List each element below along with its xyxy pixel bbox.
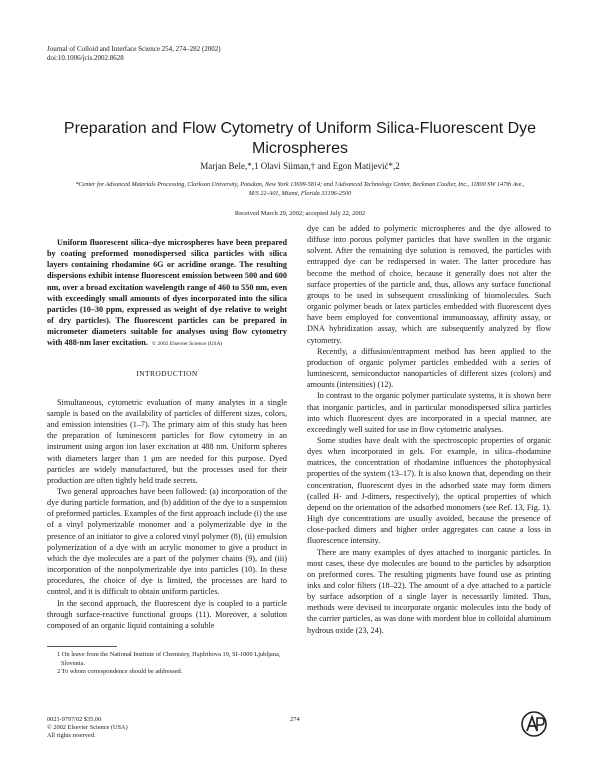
paragraph: There are many examples of dyes attached to inorganic particles. In most cases, these dye molecules are bound to the particles by adsorption on preformed cores. The resulting pigments have found use as printing inks and color filters (18–22). The amount of a dye attached to a particle by surface adsorption of a single layer is necessarily limited. Thus, methods were devised to incorporate organic molecules into the body of the carrier particles, as was done with mordent blue in colloidal aluminum hydrous oxide (23, 24).: [307, 547, 551, 635]
ap-publisher-logo-icon: [520, 709, 548, 739]
publisher-line: © 2002 Elsevier Science (USA): [47, 723, 128, 731]
section-heading: INTRODUCTION: [136, 368, 198, 378]
journal-line: Journal of Colloid and Interface Science 254, 274–282 (2002): [47, 45, 221, 53]
left-column: [47, 237, 287, 631]
paragraph: Recently, a diffusion/entrapment method has been applied to the production of organic polymer particles embedded with a series of luminescent, semiconductor nanoparticles of different sizes (colors) and amounts (intensities) (12).: [307, 346, 551, 390]
received-dates: Received March 29, 2002; accepted July 22, 2002: [234, 210, 366, 217]
doi: doi:10.1006/jcis.2002.8628: [47, 54, 124, 62]
paragraph: In the second approach, the fluorescent dye is coupled to a particle through surface-reactive functional groups (11). Moreover, a solution composed of an organic liquid containing a soluble: [47, 598, 287, 630]
publisher-line: 0021-9797/02 $35.00: [47, 716, 102, 723]
paragraph: Simultaneous, cytometric evaluation of many analytes in a single sample is based on the availability of particles of different sizes, colors, and emission intensities (1–7). The primary aim of this study has been the preparation of luminescent particles for flow cytometry in an instrument using argon ion laser excitation at 488 nm. Uniform spheres with diameters larger than 1 μm are needed for this purpose. Dyed particles are widely manufactured, but the processes used for their production are often tightly held trade secrets.: [47, 397, 287, 485]
journal-header: [47, 45, 221, 63]
footnotes: [47, 651, 287, 677]
publisher-line: All rights reserved.: [47, 731, 96, 739]
right-column: [307, 223, 551, 636]
footnote: 1 On leave from the National Institute of Chemistry, Hajdrihova 19, SI-1000 Ljubljana, Slovenia.: [57, 651, 281, 667]
abstract-text: Uniform fluorescent silica–dye microspheres have been prepared by coating preformed monodispersed silica particles with silica layers containing rhodamine 6G or acridine orange. The resulting dispersions exhibit intense fluorescent emission between 500 and 600 nm, over a broad excitation wavelength range of 460 to 550 nm, even with exceedingly small amounts of dyes incorporated into the silica particles (10–30 ppm, expressed as weight of dye relative to weight of dry particles). The fluorescent particles can be prepared in micrometer diameters suitable for analyses using flow cytometry with 488-nm laser excitation.: [47, 238, 287, 348]
abstract-copyright: © 2002 Elsevier Science (USA): [151, 341, 223, 348]
abstract: [47, 237, 287, 351]
article-title: Preparation and Flow Cytometry of Uniform Silica-Fluorescent Dye Microspheres: [63, 120, 537, 157]
footnote-rule: [47, 646, 117, 647]
paragraph: Two general approaches have been followed: (a) incorporation of the dye during particle formation, and (b) addition of the dye to a suspension of preformed particles. Examples of the first approach include (i) the use of a vinyl polymerizable monomer and a polymerizable dye in the presence of an initiator to give a colored vinyl polymer (8), (ii) emulsion polymerization of a dye with an acrylic monomer to give a product in which the dye molecules are a part of the polymer chains (9), and (iii) incorporation of the nonpolymerizable dye into particles (10). In these procedures, the choice of dye is limited, the processes are hard to control, and it is difficult to obtain uniform particles.: [47, 486, 287, 597]
paragraph: Some studies have dealt with the spectroscopic properties of organic dyes when incorporated in gels. For example, in silica–rhodamine matrices, the concentration of rhodamine influences the photophysical properties of the system (13–17). It is also known that, depending on their concentration, fluorescent dyes in the adsorbed state may form dimers (called H- and J-dimers, respectively), the optical properties of which depend on the orientation of the adsorbed monomers (see Ref. 13, Fig. 1). High dye concentrations are usually avoided, because the presence of close-packed dimers and higher order aggregates can cause a loss in fluorescence intensity.: [307, 435, 551, 546]
footnote: 2 To whom correspondence should be addressed.: [57, 668, 183, 675]
affiliation: *Center for Advanced Materials Processing, Clarkson University, Potsdam, New York 13699-5814; and †Advanced Technology Center, Beckman Coulter, Inc., 11800 SW 147th Ave., M/S 22-A01, Miami, Florida 33196-2500: [75, 181, 525, 197]
page-number: 274: [290, 716, 300, 723]
authors: Marjan Bele,*,1 Olavi Siiman,† and Egon Matijević*,2: [200, 161, 400, 171]
publisher-info: [47, 716, 128, 739]
paragraph: dye can be added to polymeric microspheres and the dye allowed to diffuse into porous polymer particles that have swollen in the organic solvent. After the remaining dye solution is removed, the particles with entrapped dye can be redispersed in water. The latter procedure has become the method of choice, because it generally does not alter the surface properties of the particle and, thus, allows any surface functional groups to be used in subsequent crosslinking of biomolecules. Such organic polymer beads or latex particles embedded with fluorescent dyes have been employed for conventional immunoassay, affinity assay, or DNA hybridization assay, which are subsequently analyzed by flow cytometry.: [307, 224, 551, 345]
paragraph: In contrast to the organic polymer particulate systems, it is shown here that inorganic particles, and in particular monodispersed silica particles into which fluorescent dyes are incorporated in a special manner, are exceedingly well suited for use in flow cytometric analyses.: [307, 391, 551, 434]
